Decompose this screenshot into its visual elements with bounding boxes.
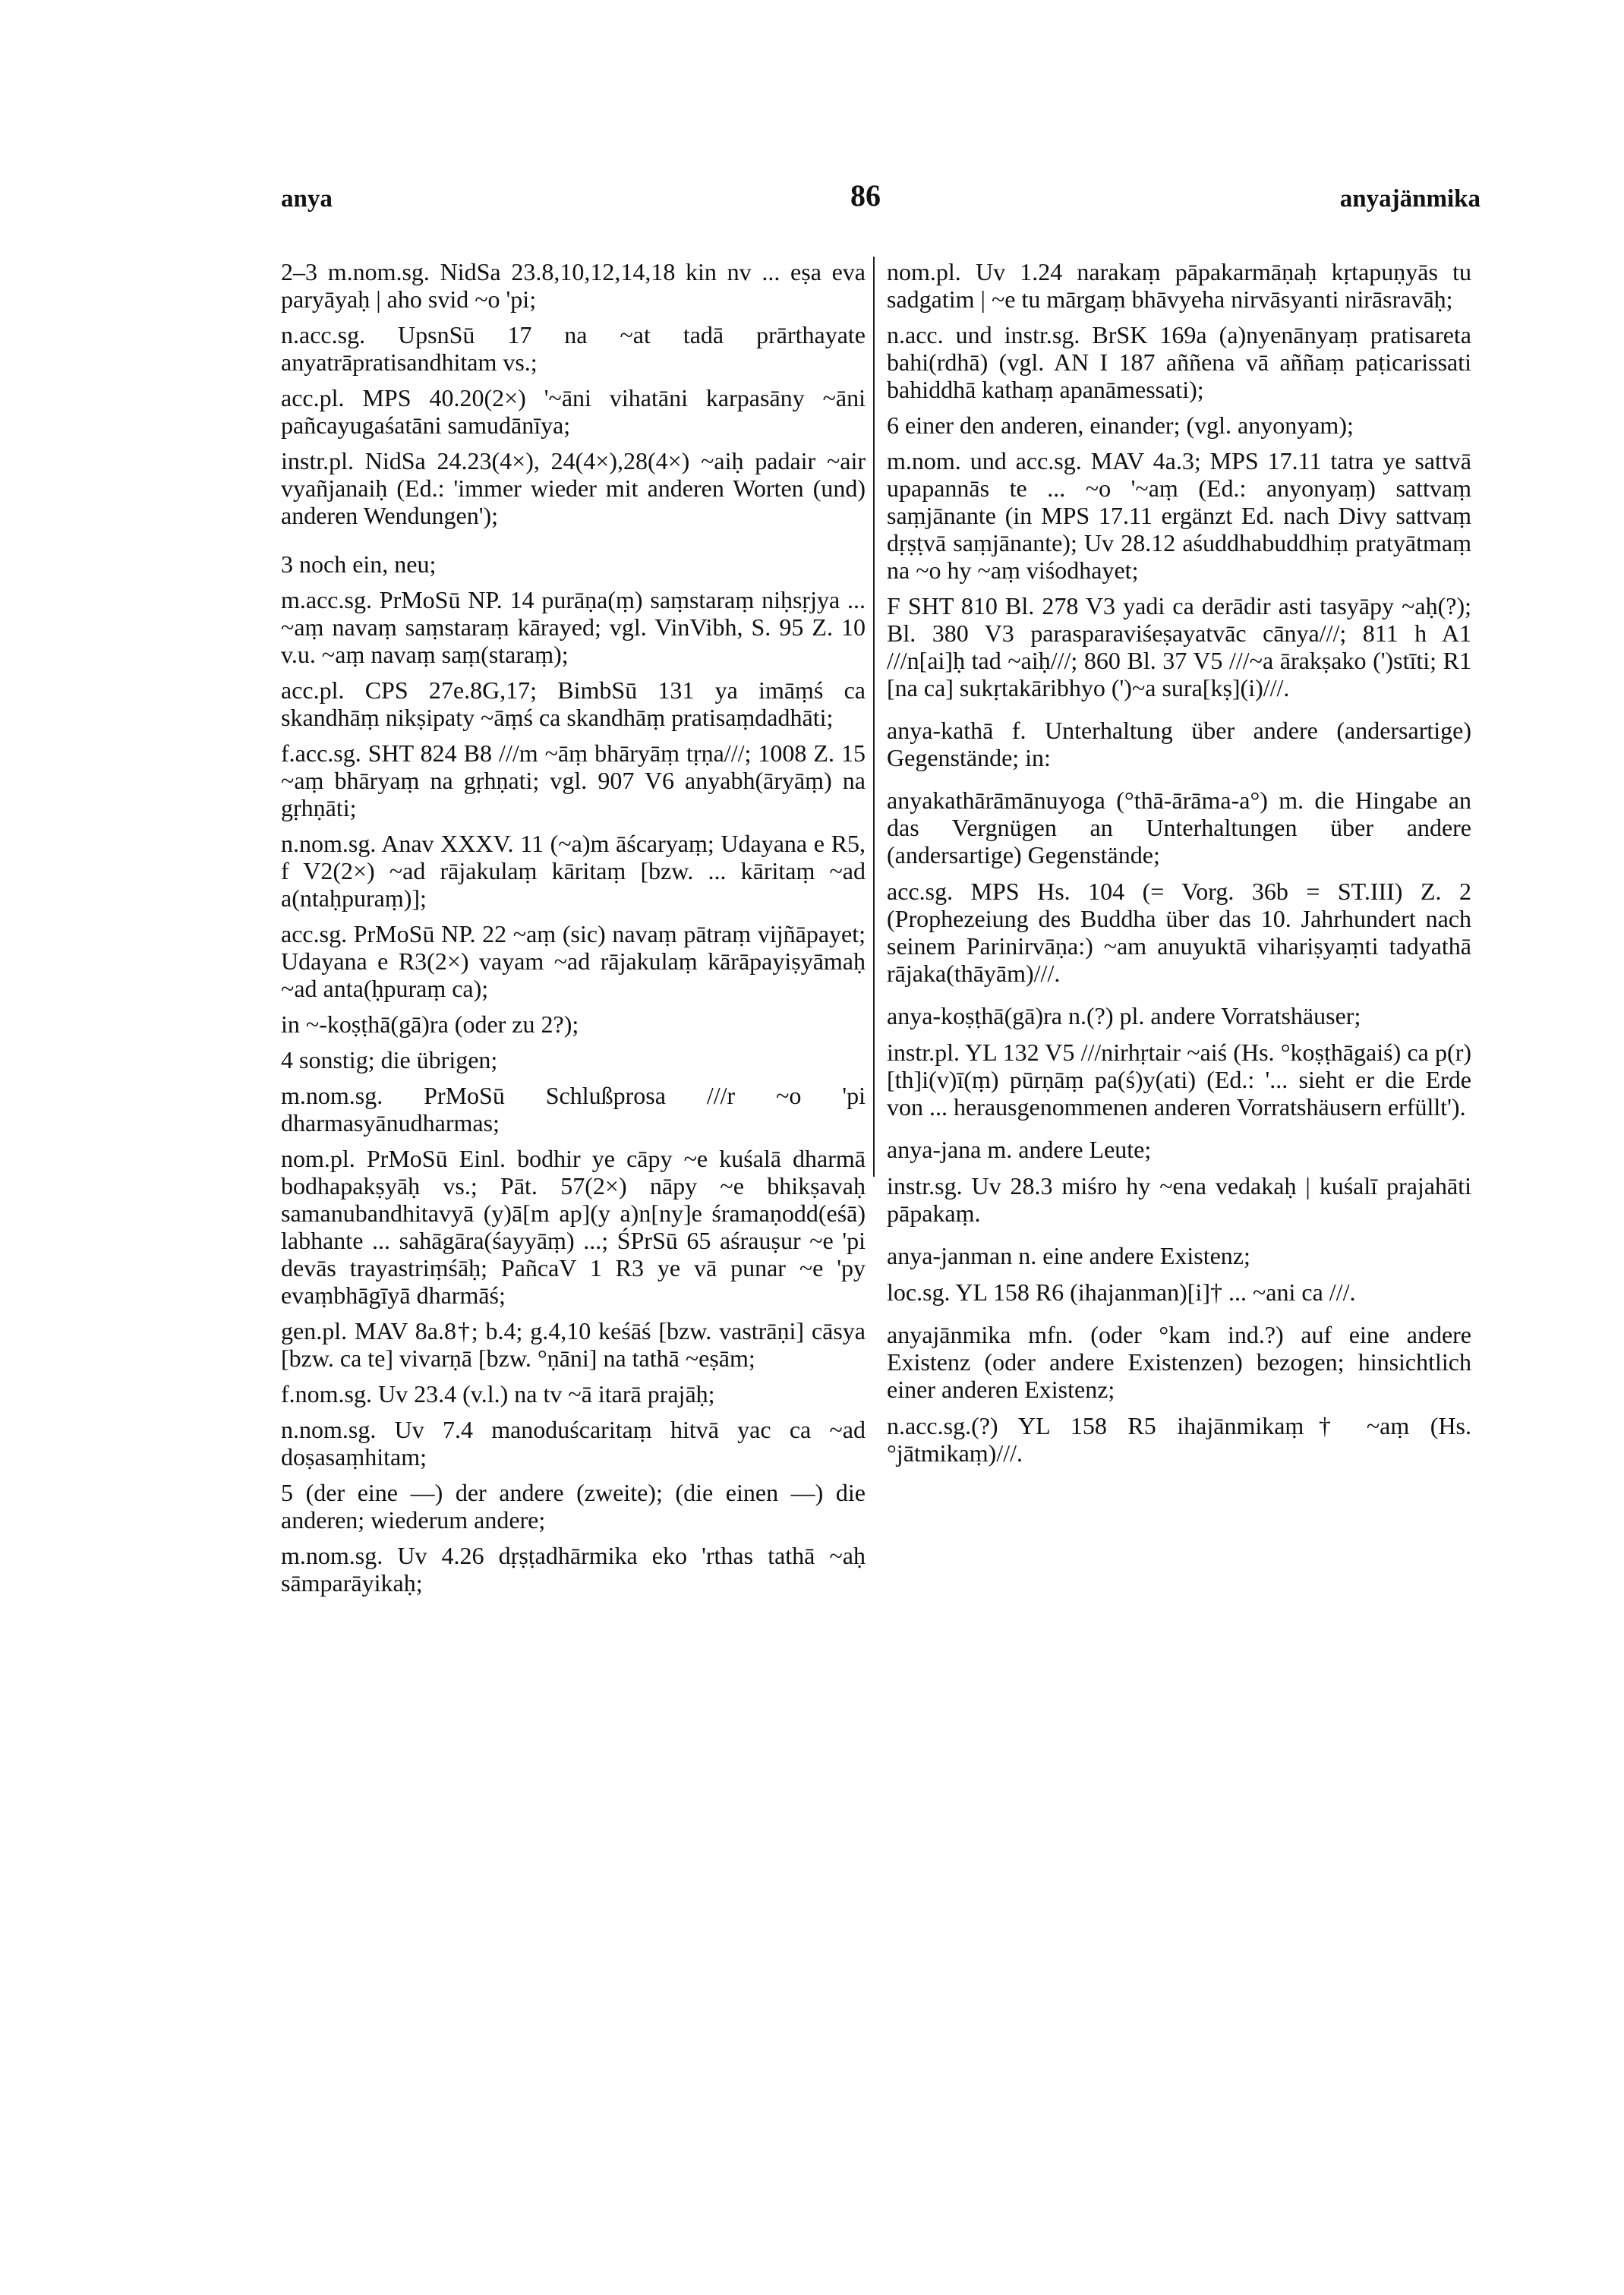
headword-entry: anya-janman n. eine andere Existenz; — [887, 1242, 1250, 1269]
entry-paragraph: loc.sg. YL 158 R6 (ihajanman)[i]† ... ~ani ca ///. — [887, 1278, 1356, 1306]
right-column — [887, 258, 1471, 1475]
page-header — [281, 178, 1481, 223]
entry-paragraph: 2–3 m.nom.sg. NidSa 23.8,10,12,14,18 kin nv ... eṣa eva paryāyaḥ | aho svid ~o 'pi; — [281, 258, 866, 313]
entry-paragraph: instr.pl. YL 132 V5 ///nirhṛtair ~aiś (Hs. °koṣṭhāgaiś) ca p(r)[th]i(v)ī(ṃ) pūrṇāṃ pa(ś)y(ati) (Ed.: '... sieht er die Erde von ... herausgenommenen anderen Vorratshäusern erfüllt'). — [887, 1039, 1471, 1121]
entry-paragraph: nom.pl. Uv 1.24 narakaṃ pāpakarmāṇaḥ kṛtapuṇyās tu sadgatim | ~e tu mārgaṃ bhāvyeha nirvāsyanti nirāsravāḥ; — [887, 258, 1471, 313]
entry-paragraph: acc.pl. MPS 40.20(2×) '~āni vihatāni karpasāny ~āni pañcayugaśatāni samudānīya; — [281, 384, 866, 439]
entry-paragraph: n.acc.sg.(?) YL 158 R5 ihajānmikaṃ† ~aṃ (Hs. °jātmikaṃ)///. — [887, 1412, 1471, 1467]
entry-paragraph: m.acc.sg. PrMoSū NP. 14 purāṇa(ṃ) saṃstaraṃ niḥsṛjya ... ~aṃ navaṃ saṃstaraṃ kārayed; vgl. VinVibh, S. 95 Z. 10 v.u. ~aṃ navaṃ saṃ(staraṃ); — [281, 586, 866, 668]
sense-heading: 3 noch ein, neu; — [281, 550, 437, 578]
headword-entry: anya-koṣṭhā(gā)ra n.(?) pl. andere Vorratshäuser; — [887, 1002, 1361, 1029]
running-head-right: anyajänmika — [1339, 185, 1481, 213]
entry-paragraph: n.nom.sg. Uv 7.4 manoduścaritaṃ hitvā yac ca ~ad doṣasaṃhitam; — [281, 1416, 866, 1471]
entry-paragraph: f.nom.sg. Uv 23.4 (v.l.) na tv ~ā itarā prajāḥ; — [281, 1380, 715, 1408]
entry-paragraph: acc.sg. MPS Hs. 104 (= Vorg. 36b = ST.III) Z. 2 (Prophezeiung des Buddha über das 10. Jahrhundert nach seinem Parinirvāṇa:) ~am anuyuktā vihariṣyaṃti tadyathā rājaka(thāyām)///. — [887, 878, 1471, 987]
page-number: 86 — [850, 178, 881, 213]
entry-paragraph: m.nom. und acc.sg. MAV 4a.3; MPS 17.11 tatra ye sattvā upapannās te ... ~o '~aṃ (Ed.: anyonyaṃ) sattvaṃ saṃjānante (in MPS 17.11 ergänzt Ed. nach Divy sattvaṃ dṛṣṭvā saṃjānante); Uv 28.12 aśuddhabuddhiṃ pratyātmaṃ na ~o hy ~aṃ viśodhayet; — [887, 447, 1471, 584]
entry-paragraph: acc.sg. PrMoSū NP. 22 ~aṃ (sic) navaṃ pātraṃ vijñāpayet; Udayana e R3(2×) vayam ~ad rājakulaṃ kārāpayiṣyāmaḥ ~ad anta(ḥpuraṃ ca); — [281, 920, 866, 1002]
entry-paragraph: nom.pl. PrMoSū Einl. bodhir ye cāpy ~e kuśalā dharmā bodhapakṣyāḥ vs.; Pāt. 57(2×) nāpy ~e bhikṣavaḥ samanubandhitavyā (y)ā[m ap](y a)n[ny]e śramaṇodd(eśā) labhante ... sahāgāra(śayyāṃ) ...; ŚPrSū 65 aśrauṣur ~e 'pi devās trayastriṃśāḥ; PañcaV 1 R3 ye vā punar ~e 'py evaṃbhāgīyā dharmāś; — [281, 1145, 866, 1309]
column-divider — [873, 257, 875, 1177]
entry-paragraph: in ~-koṣṭhā(gā)ra (oder zu 2?); — [281, 1010, 579, 1038]
sense-heading: 4 sonstig; die übrigen; — [281, 1046, 498, 1073]
entry-paragraph: instr.pl. NidSa 24.23(4×), 24(4×),28(4×) ~aiḥ padair ~air vyañjanaiḥ (Ed.: 'immer wieder mit anderen Worten (und) anderen Wendungen'); — [281, 447, 866, 529]
entry-paragraph: acc.pl. CPS 27e.8G,17; BimbSū 131 ya imāṃś ca skandhāṃ nikṣipaty ~āṃś ca skandhāṃ pratisaṃdadhāti; — [281, 676, 866, 731]
headword-entry: anyajānmika mfn. (oder °kam ind.?) auf eine andere Existenz (oder andere Existenzen) bezogen; hinsichtlich einer anderen Existenz; — [887, 1321, 1471, 1403]
headword-entry: anya-jana m. andere Leute; — [887, 1136, 1152, 1163]
sense-heading: 5 (der eine —) der andere (zweite); (die einen —) die anderen; wiederum andere; — [281, 1479, 866, 1534]
entry-paragraph: m.nom.sg. PrMoSū Schlußprosa ///r ~o 'pi dharmasyānudharmas; — [281, 1082, 866, 1136]
running-head-left: anya — [281, 185, 333, 213]
entry-paragraph: n.acc. und instr.sg. BrSK 169a (a)nyenānyaṃ pratisareta bahi(rdhā) (vgl. AN I 187 aññena vā aññaṃ paṭicarissati bahiddhā kathaṃ apanāmessati); — [887, 321, 1471, 403]
headword-entry: anya-kathā f. Unterhaltung über andere (andersartige) Gegenstände; in: — [887, 717, 1471, 771]
entry-paragraph: f.acc.sg. SHT 824 B8 ///m ~āṃ bhāryāṃ tṛṇa///; 1008 Z. 15 ~aṃ bhāryaṃ na gṛhṇati; vgl. 907 V6 anyabh(āryāṃ) na gṛhṇāti; — [281, 739, 866, 821]
entry-paragraph: m.nom.sg. Uv 4.26 dṛṣṭadhārmika eko 'rthas tathā ~aḥ sāmparāyikaḥ; — [281, 1542, 866, 1597]
entry-paragraph: gen.pl. MAV 8a.8†; b.4; g.4,10 keśāś [bzw. vastrāṇi] cāsya [bzw. ca te] vivarṇā [bzw. °ṇāni] na tathā ~eṣām; — [281, 1317, 866, 1372]
sense-heading: 6 einer den anderen, einander; (vgl. anyonyam); — [887, 411, 1354, 439]
entry-paragraph: n.nom.sg. Anav XXXV. 11 (~a)m āścaryaṃ; Udayana e R5, f V2(2×) ~ad rājakulaṃ kāritaṃ [bzw. ... kāritaṃ ~ad a(ntaḥpuraṃ)]; — [281, 830, 866, 912]
entry-paragraph: F SHT 810 Bl. 278 V3 yadi ca derādir asti tasyāpy ~aḥ(?); Bl. 380 V3 parasparaviśeṣayatvāc cānya///; 811 h A1 ///n[ai]ḥ tad ~aiḥ///; 860 Bl. 37 V5 ///~a ārakṣako (')stīti; R1 [na ca] sukṛtakāribhyo (')~a sura[kṣ](i)///. — [887, 592, 1471, 701]
left-column — [281, 258, 866, 1605]
headword-entry: anyakathārāmānuyoga (°thā-ārāma-a°) m. die Hingabe an das Vergnügen an Unterhaltungen über andere (andersartige) Gegenstände; — [887, 787, 1471, 869]
entry-paragraph: instr.sg. Uv 28.3 miśro hy ~ena vedakaḥ | kuśalī prajahāti pāpakaṃ. — [887, 1172, 1471, 1227]
entry-paragraph: n.acc.sg. UpsnSū 17 na ~at tadā prārthayate anyatrāpratisandhitam vs.; — [281, 321, 866, 376]
